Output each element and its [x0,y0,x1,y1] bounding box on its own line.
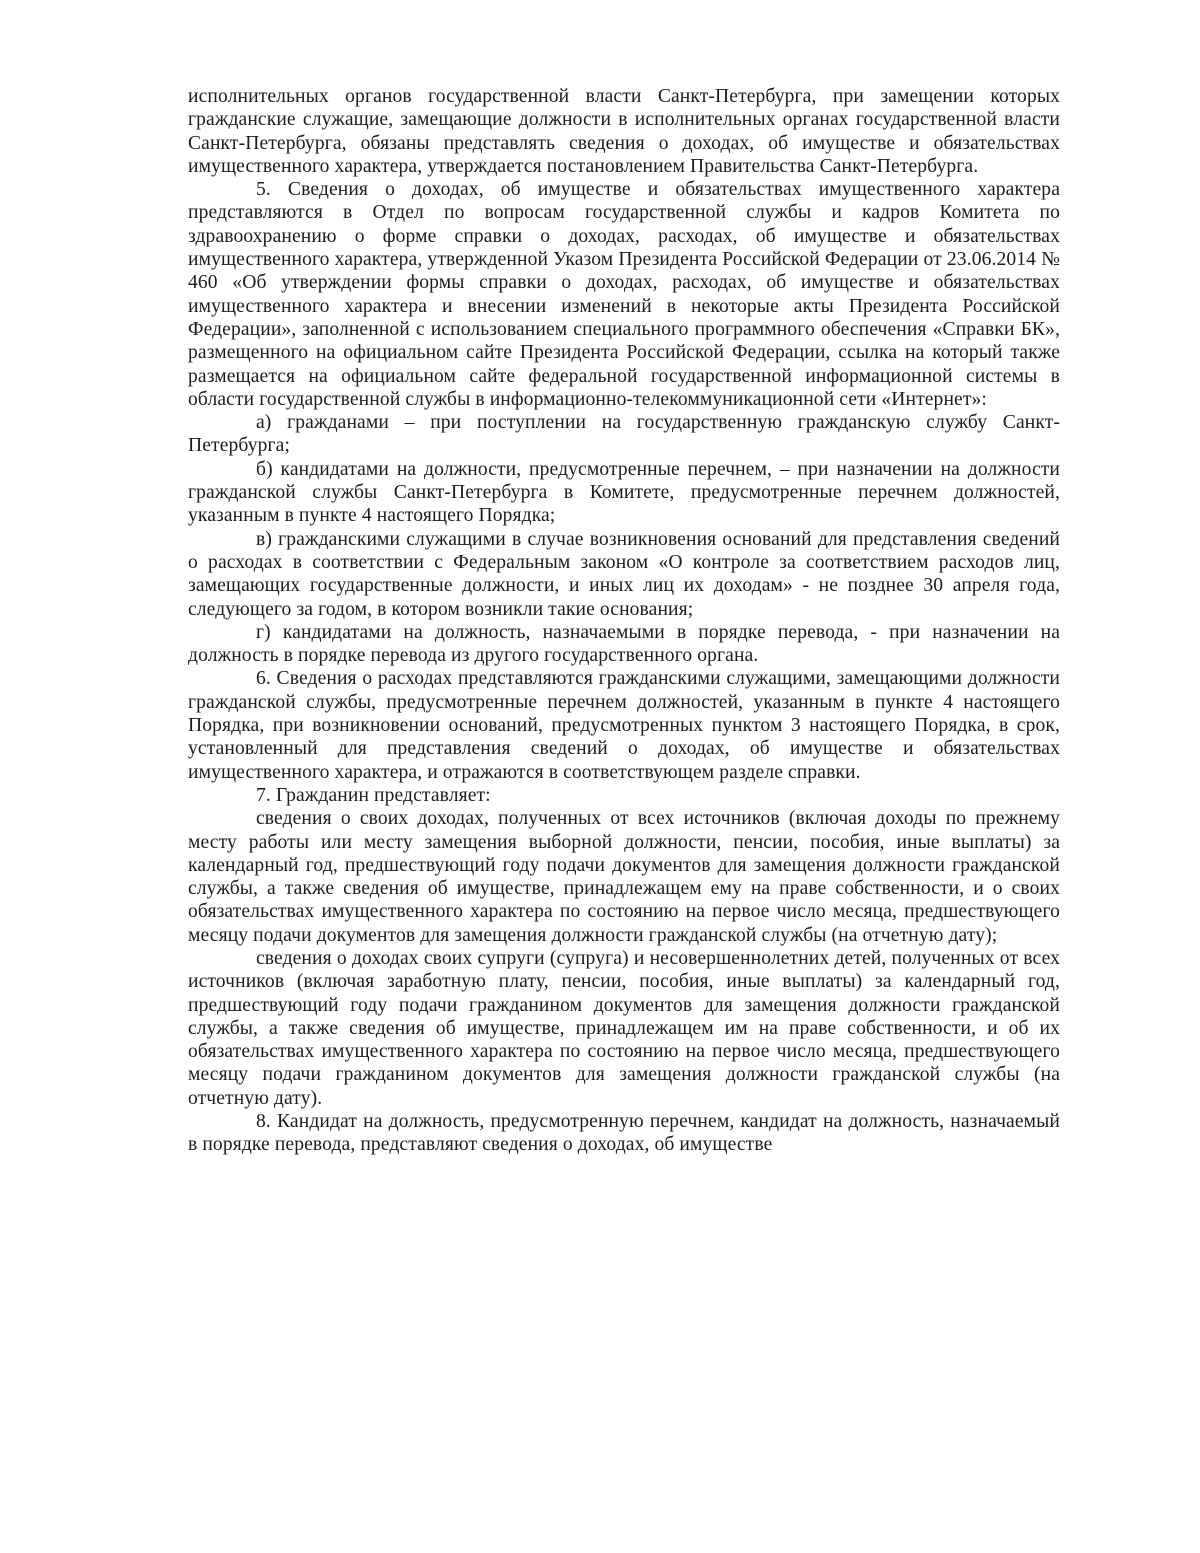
paragraph-11: 8. Кандидат на должность, предусмотренную перечнем, кандидат на должность, назначаемый в порядке перевода, представляют сведения о доходах, об имуществе [188,1111,1060,1156]
paragraph-5: в) гражданскими служащими в случае возникновения оснований для представления сведений о расходах в соответствии с Федеральным законом «О контроле за соответствием расходов лиц, замещающих государственные должности, и иных лиц их доходам» - не позднее 30 апреля года, следующего за годом, в котором возникли такие основания; [188,528,1060,620]
paragraph-6: г) кандидатами на должность, назначаемыми в порядке перевода, - при назначении на должность в порядке перевода из другого государственного органа. [188,621,1060,667]
paragraph-8: 7. Гражданин представляет: [256,784,491,806]
paragraph-2: 5. Сведения о доходах, об имуществе и обязательствах имущественного характера представляются в Отдел по вопросам государственной службы и кадров Комитета по здравоохранению о форме справки о доходах, расходах, об имуществе и обязательствах имущественного характера, утвержденной Указом Президента Российской Федерации от 23.06.2014 № 460 «Об утверждении формы справки о доходах, расходах, об имуществе и обязательствах имущественного характера и внесении изменений в некоторые акты Президента Российской Федерации», заполненной с использованием специального программного обеспечения «Справки БК», размещенного на официальном сайте Президента Российской Федерации, ссылка на который также размещается на официальном сайте федеральной государственной информационной системы в области государственной службы в информационно-телекоммуникационной сети «Интернет»: [188,179,1060,410]
paragraph-1: исполнительных органов государственной власти Санкт-Петербурга, при замещении которых гражданские служащие, замещающие должности в исполнительных органах государственной власти Санкт-Петербурга, обязаны представлять сведения о доходах, об имуществе и обязательствах имущественного характера, утверждается постановлением Правительства Санкт-Петербурга. [188,86,1060,177]
paragraph-10: сведения о доходах своих супруги (супруга) и несовершеннолетних детей, полученных от всех источников (включая заработную плату, пенсии, пособия, иные выплаты) за календарный год, предшествующий году подачи гражданином документов для замещения должности гражданской службы, а также сведения об имуществе, принадлежащем им на праве собственности, и об их обязательствах имущественного характера по состоянию на первое число месяца, предшествующего месяцу подачи гражданином документов для замещения должности гражданской службы (на отчетную дату). [188,947,1060,1109]
paragraph-7: 6. Сведения о расходах представляются гражданскими служащими, замещающими должности гражданской службы, предусмотренные перечнем должностей, указанным в пункте 4 настоящего Порядка, при возникновении оснований, предусмотренных пунктом 3 настоящего Порядка, в срок, установленный для представления сведений о доходах, об имуществе и обязательствах имущественного характера, и отражаются в соответствующем разделе справки. [188,668,1060,783]
paragraph-9: сведения о своих доходах, полученных от всех источников (включая доходы по прежнему месту работы или месту замещения выборной должности, пенсии, пособия, иные выплаты) за календарный год, предшествующий году подачи документов для замещения должности гражданской службы, а также сведения об имуществе, принадлежащем ему на праве собственности, и о своих обязательствах имущественного характера по состоянию на первое число месяца, предшествующего месяцу подачи документов для замещения должности гражданской службы (на отчетную дату); [188,808,1060,946]
document-page [188,85,1060,1157]
paragraph-3: а) гражданами – при поступлении на государственную гражданскую службу Санкт-Петербурга; [188,412,1060,457]
paragraph-4: б) кандидатами на должности, предусмотренные перечнем, – при назначении на должности гражданской службы Санкт-Петербурга в Комитете, предусмотренные перечнем должностей, указанным в пункте 4 настоящего Порядка; [188,458,1060,527]
